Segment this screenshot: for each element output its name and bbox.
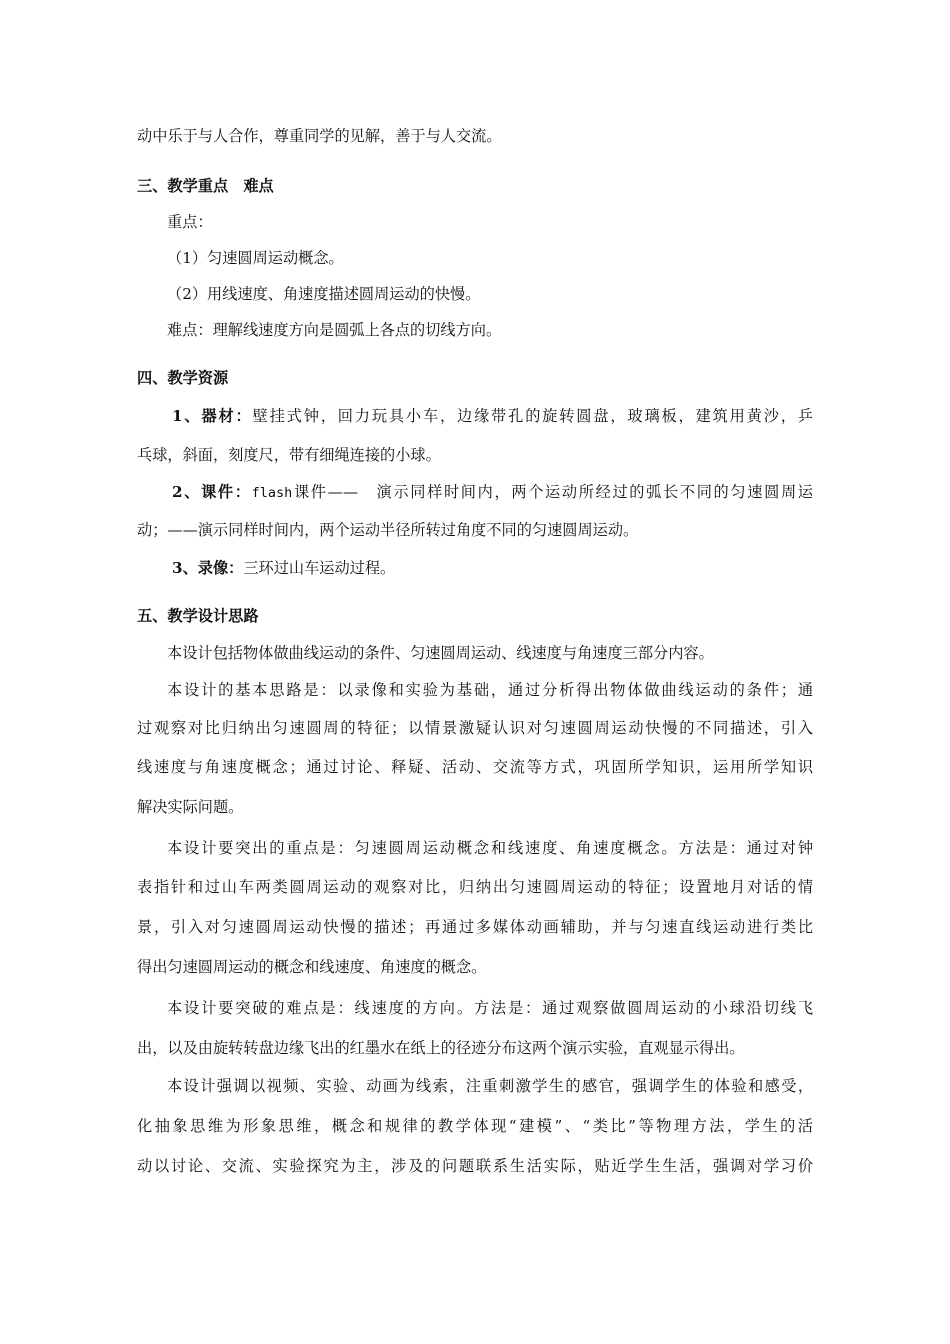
text-line: 得出匀速圆周运动的概念和线速度、角速度的概念。	[137, 958, 487, 976]
list-item: （1）匀速圆周运动概念。	[167, 249, 344, 267]
resource-item-courseware	[172, 481, 813, 504]
text-line: 表指针和过山车两类圆周运动的观察对比，归纳出匀速圆周运动的特征；设置地月对话的情	[137, 878, 813, 896]
text-line: 本设计包括物体做曲线运动的条件、匀速圆周运动、线速度与角速度三部分内容。	[167, 644, 714, 662]
section-heading-5: 五、教学设计思路	[137, 607, 259, 625]
text-line: 景，引入对匀速圆周运动快慢的描述；再通过多媒体动画辅助，并与匀速直线运动进行类比	[137, 918, 813, 936]
text-line: 过观察对比归纳出匀速圆周的特征；以情景激疑认识对匀速圆周运动快慢的不同描述，引入	[137, 719, 813, 737]
text-line: 解决实际问题。	[137, 798, 244, 816]
text-line: 线速度与角速度概念；通过讨论、释疑、活动、交流等方式，巩固所学知识，运用所学知识	[137, 758, 813, 776]
text-line: 动；——演示同样时间内，两个运动半径所转过角度不同的匀速圆周运动。	[137, 521, 639, 539]
text-line: 本设计要突破的难点是：线速度的方向。方法是：通过观察做圆周运动的小球沿切线飞	[167, 999, 813, 1017]
resource-text: 课件—— 演示同样时间内，两个运动所经过的弧长不同的匀速圆周运	[292, 483, 813, 501]
resource-label: 1、器材：	[172, 407, 253, 425]
text-line: 重点：	[167, 213, 213, 231]
resource-code: flash	[251, 485, 293, 501]
text-line: 出，以及由旋转转盘边缘飞出的红墨水在纸上的径迹分布这两个演示实验，直观显示得出。	[137, 1039, 745, 1057]
text-line: 本设计要突出的重点是：匀速圆周运动概念和线速度、角速度概念。方法是：通过对钟	[167, 839, 813, 857]
section-heading-3: 三、教学重点 难点	[137, 177, 274, 195]
text-line: 化抽象思维为形象思维，概念和规律的教学体现“建模”、“类比”等物理方法，学生的活	[137, 1117, 813, 1135]
list-item: （2）用线速度、角速度描述圆周运动的快慢。	[167, 285, 481, 303]
resource-label: 2、课件：	[172, 483, 252, 501]
text-line: 本设计强调以视频、实验、动画为线索，注重刺激学生的感官，强调学生的体验和感受，	[167, 1077, 813, 1095]
text-line: 本设计的基本思路是：以录像和实验为基础，通过分析得出物体做曲线运动的条件；通	[167, 681, 813, 699]
resource-label: 3、录像：	[172, 559, 244, 577]
section-heading-4: 四、教学资源	[137, 369, 229, 387]
text-line: 乓球，斜面，刻度尺，带有细绳连接的小球。	[137, 446, 441, 464]
text-line: 难点：理解线速度方向是圆弧上各点的切线方向。	[167, 321, 502, 339]
text-line: 动中乐于与人合作，尊重同学的见解，善于与人交流。	[137, 127, 502, 145]
text-line: 动以讨论、交流、实验探究为主，涉及的问题联系生活实际，贴近学生生活，强调对学习价	[137, 1157, 813, 1175]
resource-item-video	[172, 557, 813, 579]
resource-item-equipment	[172, 405, 813, 427]
resource-text: 壁挂式钟，回力玩具小车，边缘带孔的旋转圆盘，玻璃板，建筑用黄沙，乒	[252, 407, 813, 425]
resource-text: 三环过山车运动过程。	[243, 559, 396, 577]
